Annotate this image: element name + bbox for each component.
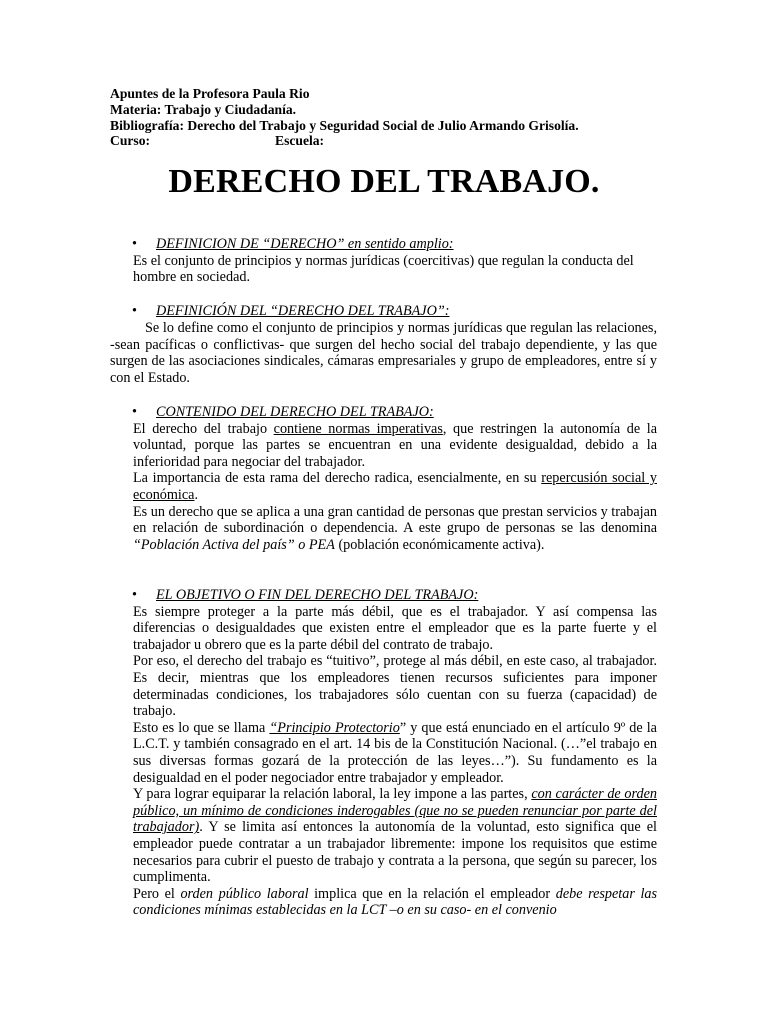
header-school: Escuela:: [275, 133, 325, 149]
section-heading: CONTENIDO DEL DERECHO DEL TRABAJO:: [156, 404, 434, 420]
italic-phrase: “Población Activa del país” o PEA: [133, 536, 335, 553]
underlined-phrase: repercusión social y económica: [133, 470, 657, 503]
paragraph: La importancia de esta rama del derecho radica, esencialmente, en su repercusión social y económica.: [133, 470, 657, 503]
section-heading: EL OBJETIVO O FIN DEL DERECHO DEL TRABAJO:: [156, 587, 479, 603]
paragraph: Y para lograr equiparar la relación laboral, la ley impone a las partes, con carácter de orden público, un mínimo de condiciones inderogables (que no se pueden renunciar por parte del trabajador). Y se limita así entonces la autonomía de la voluntad, esto significa que el empleador puede contratar a un trabajador libremente: impone los requisitos que estime necesarios para cubrir el puesto de trabajo y contrata a la persona, que según su parecer, los cumplimenta.: [133, 786, 657, 886]
section-objetivo: [133, 587, 657, 919]
section-heading: DEFINICIÓN DEL “DERECHO DEL TRABAJO”:: [156, 303, 450, 319]
section-2-body: [110, 320, 657, 386]
section-definition-derecho-trabajo: [133, 303, 657, 320]
italic-phrase: orden público laboral: [180, 885, 309, 902]
underlined-phrase: contiene normas imperativas: [273, 420, 443, 437]
header-author: Apuntes de la Profesora Paula Rio: [110, 86, 310, 101]
section-definition-derecho: [133, 236, 657, 286]
bullet: •: [132, 236, 137, 252]
header-course-line: [110, 133, 579, 149]
paragraph: Es el conjunto de principios y normas jurídicas (coercitivas) que regulan la conducta del hombre en sociedad.: [133, 252, 634, 286]
bullet: •: [132, 587, 137, 603]
bullet: •: [132, 404, 137, 420]
paragraph: Pero el orden público laboral implica que en la relación el empleador debe respetar las condiciones mínimas establecidas en la LCT –o en su caso- en el convenio: [133, 885, 657, 919]
paragraph: Es siempre proteger a la parte más débil, que es el trabajador. Y así compensa las diferencias o desigualdades que existen entre el empleador que es la parte fuerte y el trabajador u obrero que es la parte débil del contrato de trabajo.: [133, 603, 657, 653]
header-bibliography: Bibliografía: Derecho del Trabajo y Seguridad Social de Julio Armando Grisolía.: [110, 117, 579, 133]
header-course: Curso:: [110, 133, 151, 149]
paragraph: El derecho del trabajo contiene normas imperativas, que restringen la autonomía de la voluntad, porque las partes se encuentran en una evidente desigualdad, debido a la inferioridad para negociar del trabajador.: [133, 420, 657, 470]
document-header: [110, 86, 579, 149]
section-contenido: [133, 404, 657, 553]
document-title: DERECHO DEL TRABAJO.: [168, 163, 600, 200]
italic-phrase: “Principio Protectorio: [269, 719, 400, 736]
paragraph: Se lo define como el conjunto de principios y normas jurídicas que regulan las relaciones, -sean pacíficas o conflictivas- que surgen del hecho social del trabajo dependiente, y las que surgen de las asociaciones sindicales, cámaras empresariales y grupo de empleadores, entre sí y con el Estado.: [110, 320, 657, 386]
section-heading: DEFINICION DE “DERECHO” en sentido amplio:: [156, 236, 454, 252]
italic-phrase: debe respetar las condiciones mínimas establecidas en la LCT –o en su caso- en el convenio: [133, 885, 657, 919]
header-subject: Materia: Trabajo y Ciudadanía.: [110, 101, 297, 117]
paragraph: Es un derecho que se aplica a una gran cantidad de personas que prestan servicios y trabajan en relación de subordinación o dependencia. A este grupo de personas se las denomina “Población Activa del país” o PEA (población económicamente activa).: [133, 503, 657, 553]
bullet: •: [132, 303, 137, 319]
italic-phrase: con carácter de orden público, un mínimo de condiciones inderogables (que no se pueden renunciar por parte del trabajador): [133, 786, 657, 836]
paragraph: Por eso, el derecho del trabajo es “tuitivo”, protege al más débil, en este caso, al trabajador. Es decir, mientras que los empleadores tienen recursos suficientes para imponer determinadas condiciones, los trabajadores sólo cuentan con su fuerza (capacidad) de trabajo.: [133, 653, 657, 720]
paragraph: Esto es lo que se llama “Principio Protectorio” y que está enunciado en el artículo 9º de la L.C.T. y también consagrado en el art. 14 bis de la Constitución Nacional. (…”el trabajo en sus diversas formas gozará de la protección de las leyes…”). Su fundamento es la desigualdad en el poder negociador entre trabajador y empleador.: [133, 719, 657, 786]
